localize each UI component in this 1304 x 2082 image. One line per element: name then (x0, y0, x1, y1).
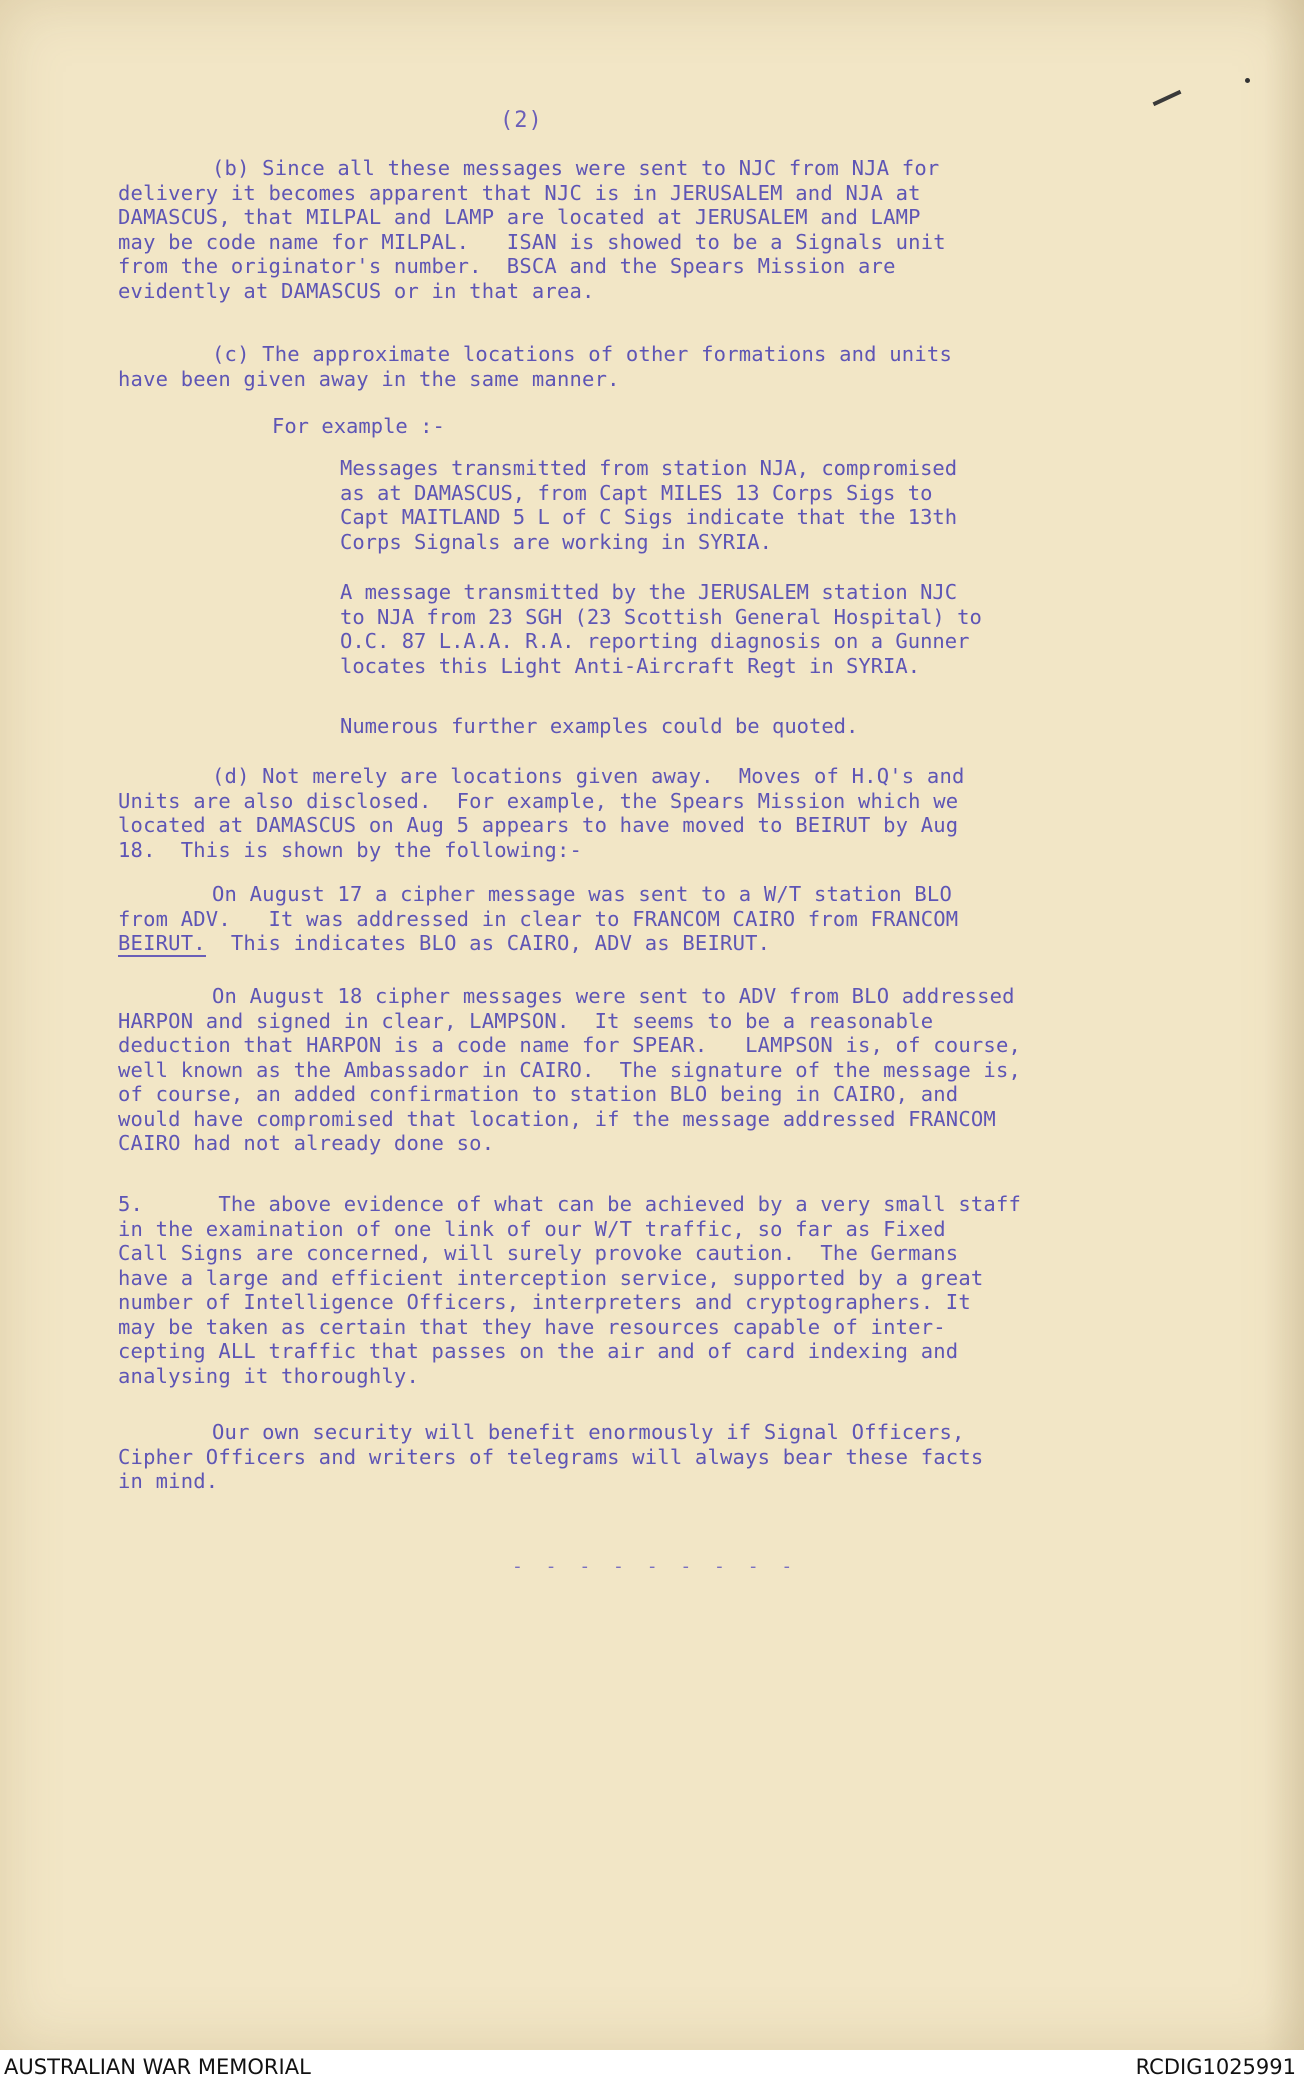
paragraph-b: (b) Since all these messages were sent to NJC from NJA for delivery it becomes apparent that NJC is in JERUSALEM and NJA at DAMASCUS, that MILPAL and LAMP are located at JERUSALEM and LAMP may be code name for MILPAL. ISAN is showed to be a Signals unit from the originator's number. BSCA and the Spears Mission are evidently at DAMASCUS or in that area. (118, 156, 946, 303)
paragraph-c: (c) The approximate locations of other formations and units have been given away in the same manner. (118, 342, 952, 391)
paragraph-5: 5. The above evidence of what can be achieved by a very small staff in the examination of one link of our W/T traffic, so far as Fixed Call Signs are concerned, will surely provoke caution. The Germans have a large and efficient interception service, supported by a great number of Intelligence Officers, interpreters and cryptographers. It may be taken as certain that they have resources capable of inter- cepting ALL traffic that passes on the air and of card indexing and analysing it thoroughly. (118, 1192, 1022, 1388)
end-mark: - - - - - - - - - (512, 1556, 799, 1577)
pen-mark (1153, 90, 1182, 106)
aug17-text-b: This indicates BLO as CAIRO, ADV as BEIRUT. (205, 931, 771, 955)
closing-paragraph: Our own security will benefit enormously if Signal Officers, Cipher Officers and writers of telegrams will always bear these facts in mind. (118, 1420, 984, 1493)
footer-record-id: RCDIG1025991 (1135, 2055, 1296, 2079)
for-example-label: For example :- (272, 414, 445, 438)
footer-bar (0, 2052, 1304, 2082)
example-1: Messages transmitted from station NJA, compromised as at DAMASCUS, from Capt MILES 13 Corps Sigs to Capt MAITLAND 5 L of C Sigs indicate that the 13th Corps Signals are working in SYRIA. (340, 456, 958, 554)
aug17-text-a: On August 17 a cipher message was sent to a W/T station BLO from ADV. It was addressed in clear to FRANCOM CAIRO from FRANCOM (118, 882, 959, 931)
paragraph-d: (d) Not merely are locations given away. Moves of H.Q's and Units are also disclosed. For example, the Spears Mission which we located at DAMASCUS on Aug 5 appears to have moved to BEIRUT by Aug 18. This is shown by the following:- (118, 764, 965, 862)
footer-institution: AUSTRALIAN WAR MEMORIAL (4, 2055, 311, 2079)
page-number: (2) (500, 108, 543, 133)
numerous-examples: Numerous further examples could be quoted. (340, 714, 859, 738)
paragraph-aug18: On August 18 cipher messages were sent to ADV from BLO addressed HARPON and signed in clear, LAMPSON. It seems to be a reasonable deduction that HARPON is a code name for SPEAR. LAMPSON is, of course, well known as the Ambassador in CAIRO. The signature of the message is, of course, an added confirmation to station BLO being in CAIRO, and would have compromised that location, if the message addressed FRANCOM CAIRO had not already done so. (118, 984, 1022, 1155)
aug17-beirut-underlined: BEIRUT. (118, 931, 206, 955)
ink-dot (1245, 78, 1250, 83)
example-2: A message transmitted by the JERUSALEM station NJC to NJA from 23 SGH (23 Scottish General Hospital) to O.C. 87 L.A.A. R.A. reporting diagnosis on a Gunner locates this Light Anti-Aircraft Regt in SYRIA. (340, 580, 982, 678)
paragraph-aug17 (118, 882, 1178, 956)
page-fold-shadow (1264, 0, 1304, 2050)
